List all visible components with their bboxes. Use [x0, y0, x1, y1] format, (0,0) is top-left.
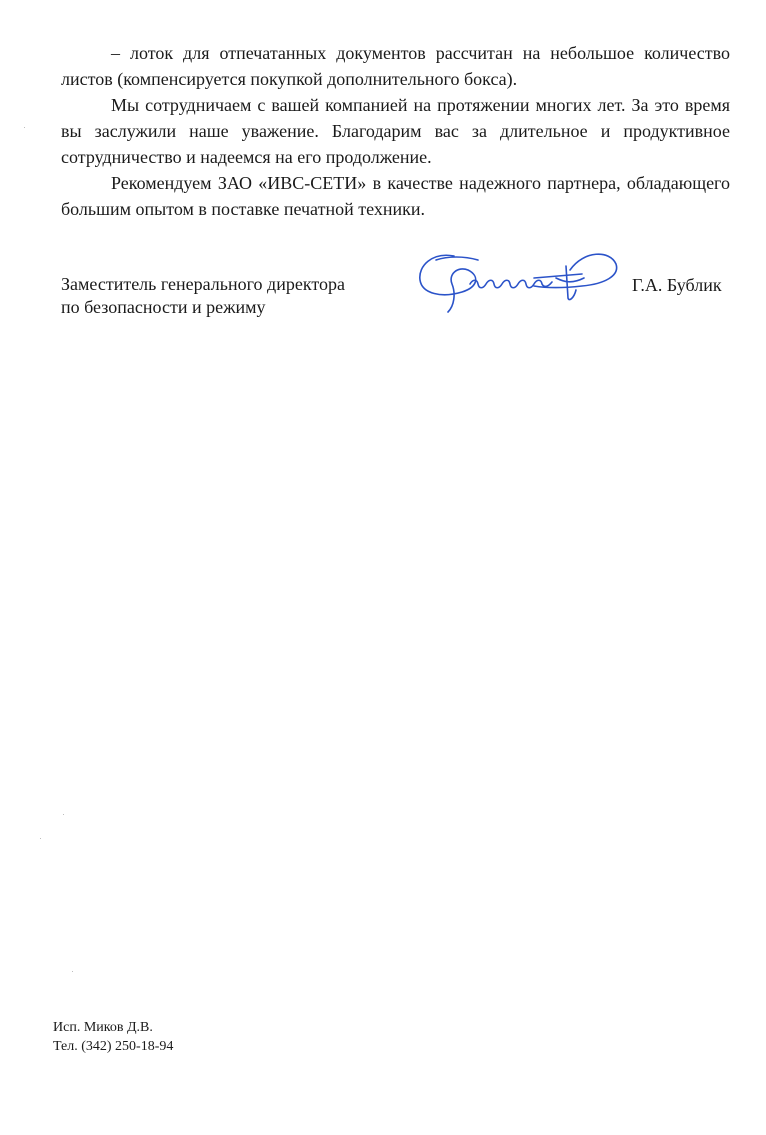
- scan-speck: [72, 971, 73, 972]
- paragraph-text: Рекомендуем ЗАО «ИВС-СЕТИ» в качестве надежного партнера, обладающего большим опытом в поставке печатной техники.: [61, 173, 730, 219]
- signatory-position: [61, 273, 345, 319]
- signatory-position-line1: Заместитель генерального директора: [61, 274, 345, 294]
- scan-speck: [63, 814, 64, 815]
- signatory-name: Г.А. Бублик: [632, 275, 722, 295]
- paragraph-recommendation: [61, 170, 730, 222]
- paragraph-cooperation: [61, 92, 730, 170]
- handwritten-signature: [414, 248, 624, 316]
- signatory-position-line2: по безопасности и режиму: [61, 297, 266, 317]
- paragraph-text: Мы сотрудничаем с вашей компанией на протяжении многих лет. За это время вы заслужили наше уважение. Благодарим вас за длительное и продуктивное сотрудничество и надеемся на его продолжение.: [61, 95, 730, 167]
- paragraph-text: – лоток для отпечатанных документов рассчитан на небольшое количество листов (компенсируется покупкой дополнительного бокса).: [61, 43, 730, 89]
- scan-speck: [40, 838, 41, 839]
- signature-stroke: [420, 255, 476, 312]
- signature-stroke: [534, 254, 617, 287]
- executor-info: [53, 1018, 173, 1056]
- paragraph-tray-limitation: [61, 40, 730, 92]
- scan-speck: [24, 127, 25, 128]
- signature-stroke: [436, 257, 478, 260]
- signature-stroke: [566, 266, 576, 300]
- signature-stroke: [534, 274, 582, 278]
- executor-phone: Тел. (342) 250-18-94: [53, 1039, 174, 1054]
- executor-name: Исп. Миков Д.В.: [53, 1020, 153, 1035]
- signature-stroke: [556, 278, 584, 282]
